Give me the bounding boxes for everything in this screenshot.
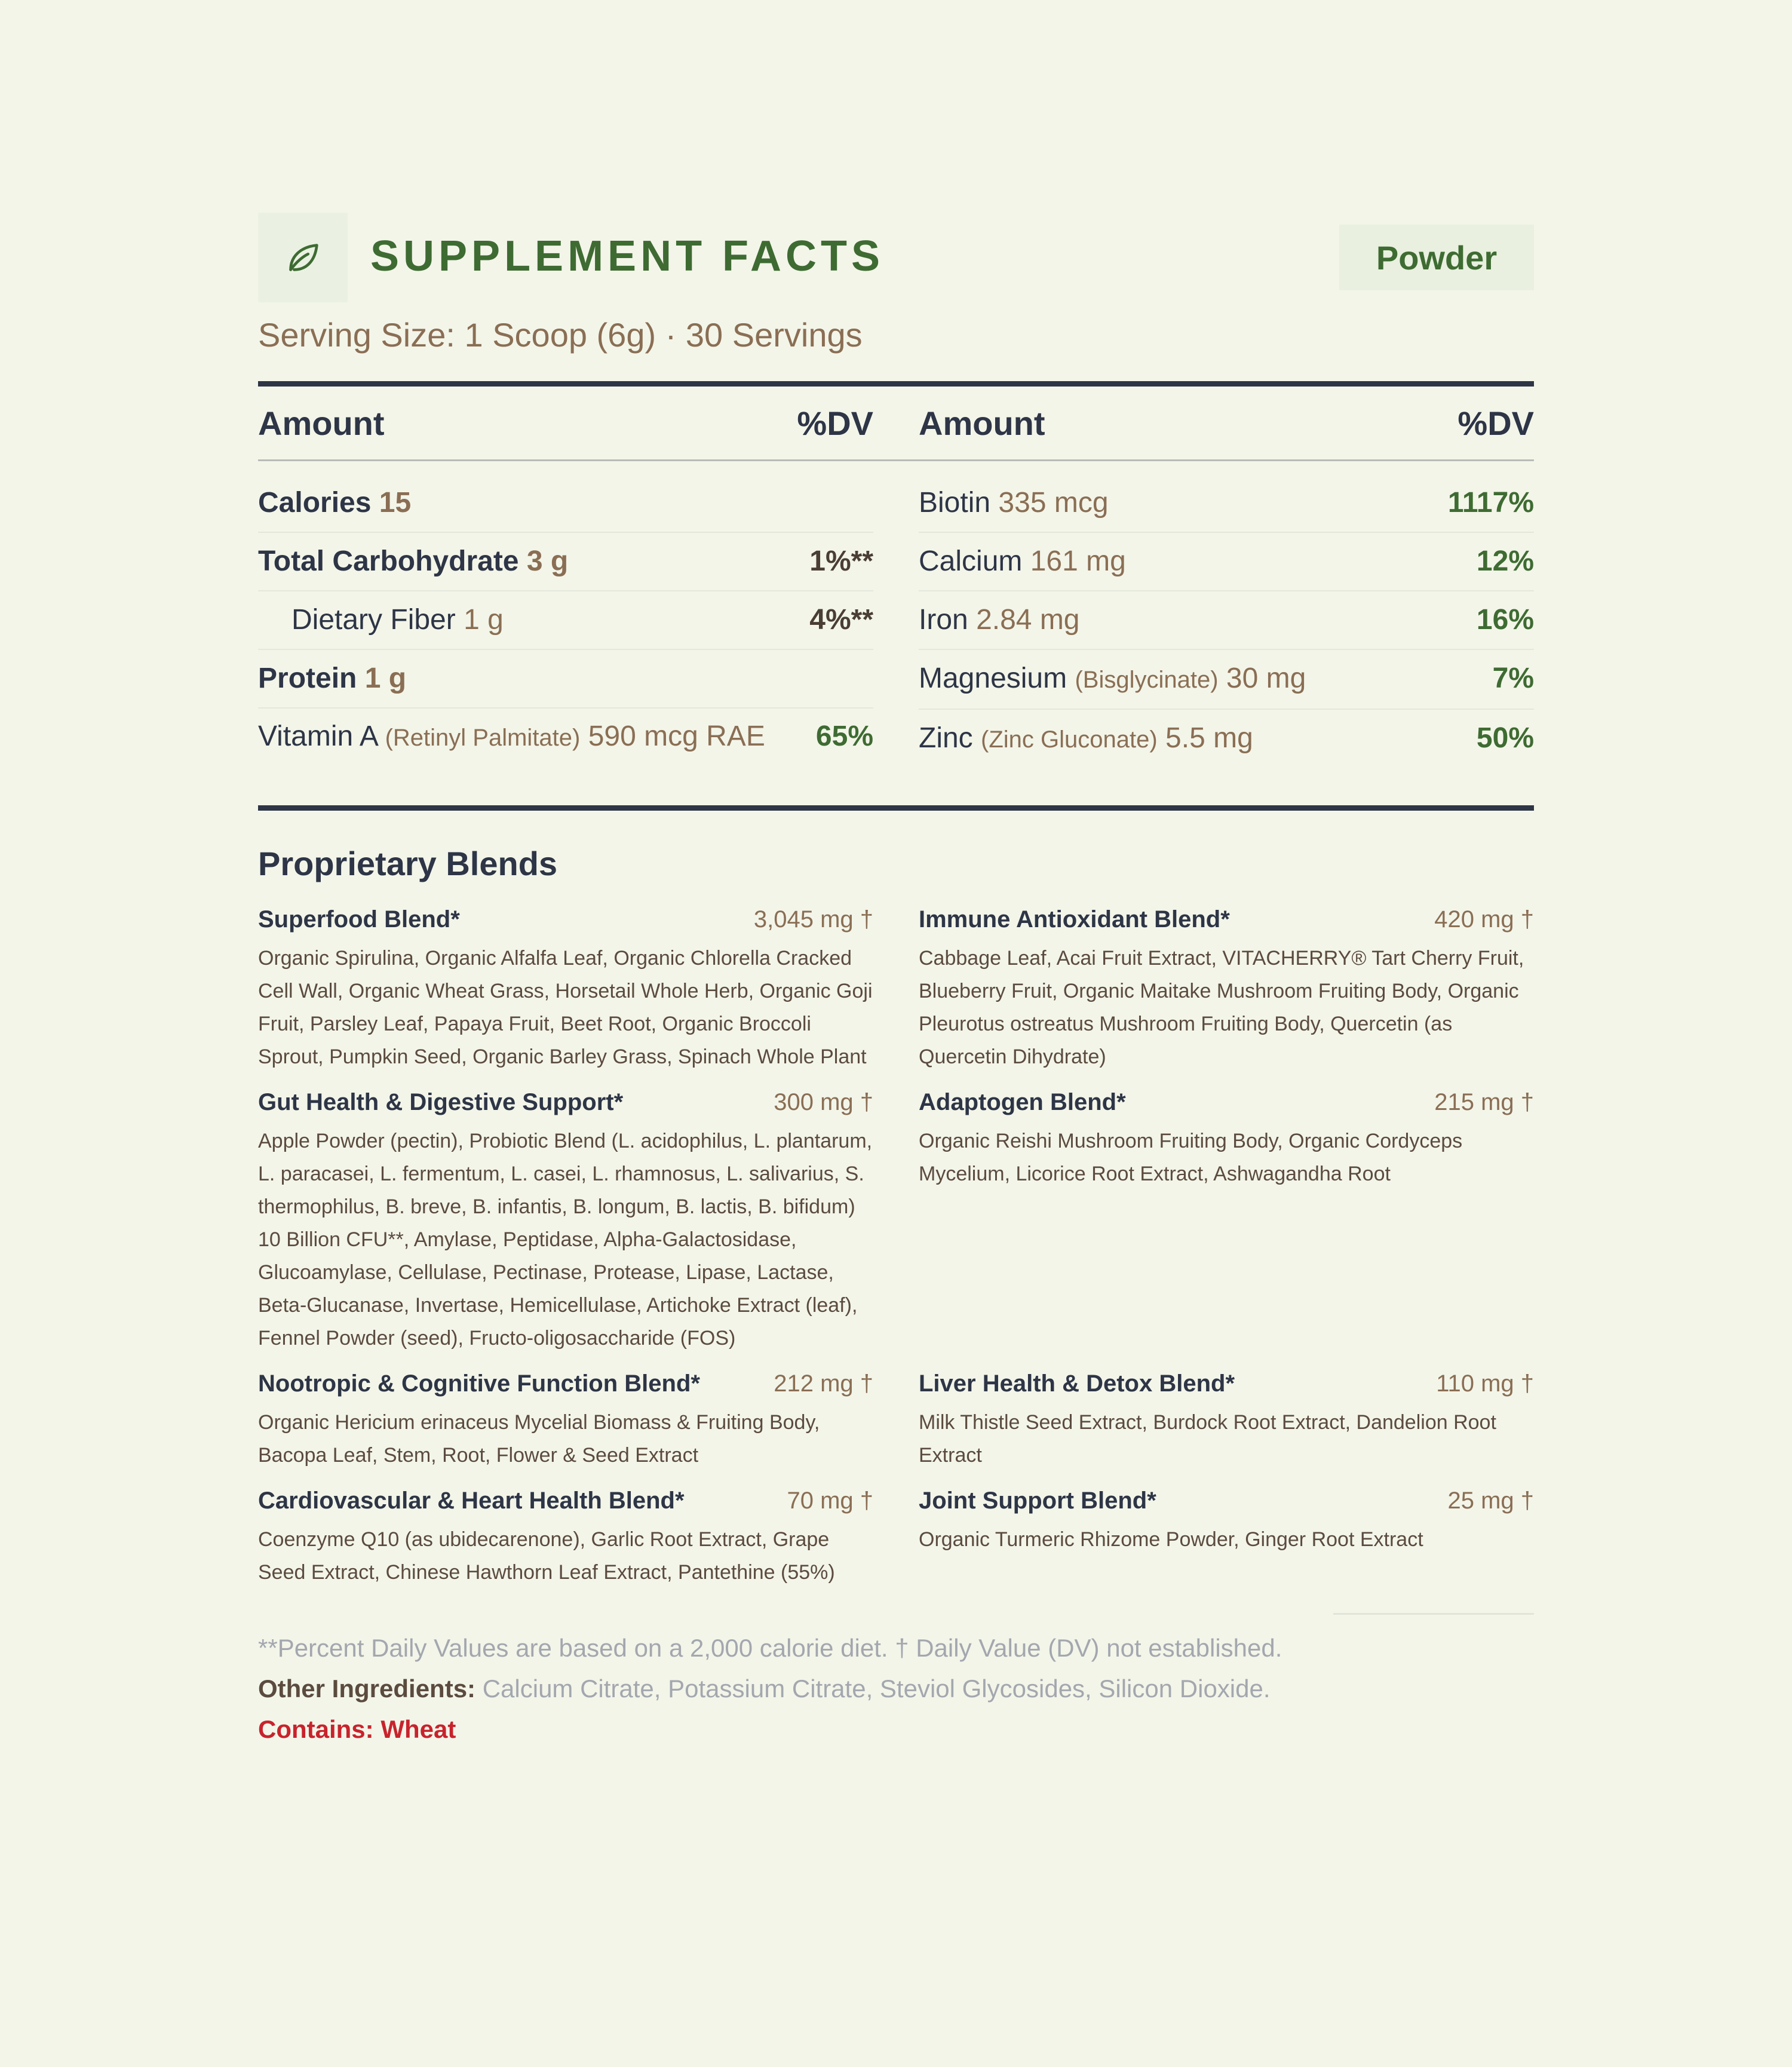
column-header-right: [919, 387, 1534, 459]
form-badge: Powder: [1339, 225, 1534, 290]
blend-ingredients: Milk Thistle Seed Extract, Burdock Root Extract, Dandelion Root Extract: [919, 1411, 1496, 1467]
header: [258, 213, 1534, 302]
blend-item: [258, 1370, 873, 1472]
blend-ingredients: Organic Reishi Mushroom Fruiting Body, Organic Cordyceps Mycelium, Licorice Root Extract, Ashwagandha Root: [919, 1130, 1463, 1185]
nutrient-name: Vitamin A: [258, 720, 378, 752]
nutrient-row: [919, 474, 1534, 533]
nutrient-name: Calories: [258, 487, 372, 519]
blend-ingredients: Coenzyme Q10 (as ubidecarenone), Garlic Root Extract, Grape Seed Extract, Chinese Hawthorn Leaf Extract, Pantethine (55%): [258, 1528, 835, 1584]
nutrient-dv: 1117%: [1447, 487, 1534, 519]
nutrient-name: Protein: [258, 663, 357, 694]
blend-grid: [258, 891, 1534, 1589]
other-ingredients-value: Calcium Citrate, Potassium Citrate, Steviol Glycosides, Silicon Dioxide.: [482, 1675, 1271, 1703]
nutrient-amount: 1 g: [464, 604, 504, 636]
blend-name: Cardiovascular & Heart Health Blend*: [258, 1488, 685, 1514]
blend-item: [919, 1370, 1534, 1472]
nutrients-left: [258, 461, 873, 805]
blend-amount: 420 mg †: [1434, 906, 1534, 933]
other-ingredients: [258, 1669, 1534, 1709]
blend-ingredients: Apple Powder (pectin), Probiotic Blend (L. acidophilus, L. plantarum, L. paracasei, L. fermentum, L. casei, L. rhamnosus, L. salivarius, S. thermophilus, B. breve, B. infantis, B. longum, B. lactis, B. bifidum) 10 Billion CFU**, Amylase, Peptidase, Alpha-Galactosidase, Glucoamylase, Cellulase, Pectinase, Protease, Lipase, Lactase, Beta-Glucanase, Invertase, Hemicellulase, Artichoke Extract (leaf), Fennel Powder (seed), Fructo-oligosaccharide (FOS): [258, 1130, 873, 1350]
nutrient-dv: 12%: [1476, 545, 1534, 577]
nutrient-row: [258, 650, 873, 709]
blend-name: Joint Support Blend*: [919, 1488, 1156, 1514]
nutrient-form: (Retinyl Palmitate): [385, 725, 581, 751]
blend-item: [258, 1089, 873, 1355]
nutrient-dv: 50%: [1476, 722, 1534, 754]
blend-amount: 215 mg †: [1434, 1089, 1534, 1115]
nutrient-row: [258, 474, 873, 533]
blend-amount: 110 mg †: [1436, 1370, 1534, 1397]
nutrient-columns: [258, 461, 1534, 805]
nutrient-name: Iron: [919, 604, 968, 636]
other-ingredients-label: Other Ingredients:: [258, 1675, 476, 1703]
blend-amount: 300 mg †: [774, 1089, 873, 1115]
nutrient-name: Biotin: [919, 487, 991, 519]
blend-amount: 212 mg †: [774, 1370, 873, 1397]
blend-item: [258, 1488, 873, 1589]
nutrient-row: [258, 591, 873, 650]
dv-header: %DV: [1457, 404, 1534, 442]
leaf-icon: [258, 213, 348, 302]
amount-header: Amount: [919, 404, 1045, 442]
nutrient-dv: 65%: [815, 720, 873, 752]
blend-amount: 70 mg †: [787, 1488, 873, 1514]
blend-amount: 25 mg †: [1447, 1488, 1534, 1514]
column-headers: [258, 387, 1534, 459]
nutrient-row: [258, 709, 873, 777]
nutrient-amount: 161 mg: [1030, 545, 1126, 577]
nutrient-dv: 16%: [1476, 604, 1534, 636]
blend-ingredients: Cabbage Leaf, Acai Fruit Extract, VITACHERRY® Tart Cherry Fruit, Blueberry Fruit, Organic Maitake Mushroom Fruiting Body, Organic Pleurotus ostreatus Mushroom Fruiting Body, Quercetin (as Quercetin Dihydrate): [919, 947, 1524, 1068]
nutrient-dv: 1%**: [809, 545, 873, 577]
blends-title: Proprietary Blends: [258, 845, 558, 882]
blend-name: Immune Antioxidant Blend*: [919, 906, 1230, 933]
blend-item: [258, 906, 873, 1074]
blend-item: [919, 1089, 1534, 1355]
nutrients-bottom-rule: [258, 805, 1534, 811]
nutrient-row: [919, 650, 1534, 710]
blend-item: [919, 906, 1534, 1074]
footer-divider: [1333, 1613, 1534, 1615]
supplement-facts-panel: [258, 213, 1534, 1750]
nutrient-form: (Bisglycinate): [1075, 667, 1219, 693]
nutrient-name: Magnesium: [919, 663, 1067, 694]
top-rule: [258, 381, 1534, 387]
blend-name: Gut Health & Digestive Support*: [258, 1089, 624, 1115]
allergen-statement: Contains: Wheat: [258, 1715, 456, 1743]
blend-name: Superfood Blend*: [258, 906, 460, 933]
nutrient-name: Calcium: [919, 545, 1023, 577]
blend-ingredients: Organic Spirulina, Organic Alfalfa Leaf, Organic Chlorella Cracked Cell Wall, Organic Wheat Grass, Horsetail Whole Herb, Organic Goji Fruit, Parsley Leaf, Papaya Fruit, Beet Root, Organic Broccoli Sprout, Pumpkin Seed, Organic Barley Grass, Spinach Whole Plant: [258, 947, 873, 1068]
nutrient-dv: 4%**: [809, 604, 873, 636]
nutrient-amount: 590 mcg RAE: [588, 720, 765, 752]
nutrient-name: Zinc: [919, 722, 973, 754]
nutrient-name: Total Carbohydrate: [258, 545, 519, 577]
nutrient-row: [919, 591, 1534, 650]
nutrients-right: [919, 461, 1534, 805]
nutrient-amount: 3 g: [526, 545, 569, 577]
blend-amount: 3,045 mg †: [753, 906, 873, 933]
column-header-left: [258, 387, 873, 459]
amount-header: Amount: [258, 404, 385, 442]
nutrient-row: [258, 533, 873, 591]
nutrient-row: [919, 710, 1534, 768]
nutrient-name: Dietary Fiber: [291, 604, 456, 636]
nutrient-amount: 5.5 mg: [1165, 722, 1253, 754]
serving-size: Serving Size: 1 Scoop (6g) · 30 Servings: [258, 316, 863, 354]
nutrient-amount: 15: [379, 487, 412, 519]
nutrient-amount: 335 mcg: [998, 487, 1109, 519]
blend-item: [919, 1488, 1534, 1589]
dv-footnote: **Percent Daily Values are based on a 2,000 calorie diet. † Daily Value (DV) not established.: [258, 1634, 1282, 1662]
panel-title: SUPPLEMENT FACTS: [370, 232, 885, 280]
nutrient-amount: 2.84 mg: [976, 604, 1080, 636]
blend-name: Nootropic & Cognitive Function Blend*: [258, 1370, 700, 1397]
blend-ingredients: Organic Hericium erinaceus Mycelial Biomass & Fruiting Body, Bacopa Leaf, Stem, Root, Flower & Seed Extract: [258, 1411, 820, 1467]
nutrient-row: [919, 533, 1534, 591]
blend-name: Liver Health & Detox Blend*: [919, 1370, 1235, 1397]
nutrient-amount: 30 mg: [1226, 663, 1306, 694]
dv-header: %DV: [797, 404, 873, 442]
nutrient-form: (Zinc Gluconate): [981, 726, 1158, 753]
nutrient-amount: 1 g: [364, 663, 407, 694]
nutrient-dv: 7%: [1492, 663, 1534, 694]
blend-name: Adaptogen Blend*: [919, 1089, 1126, 1115]
blend-ingredients: Organic Turmeric Rhizome Powder, Ginger Root Extract: [919, 1528, 1423, 1551]
